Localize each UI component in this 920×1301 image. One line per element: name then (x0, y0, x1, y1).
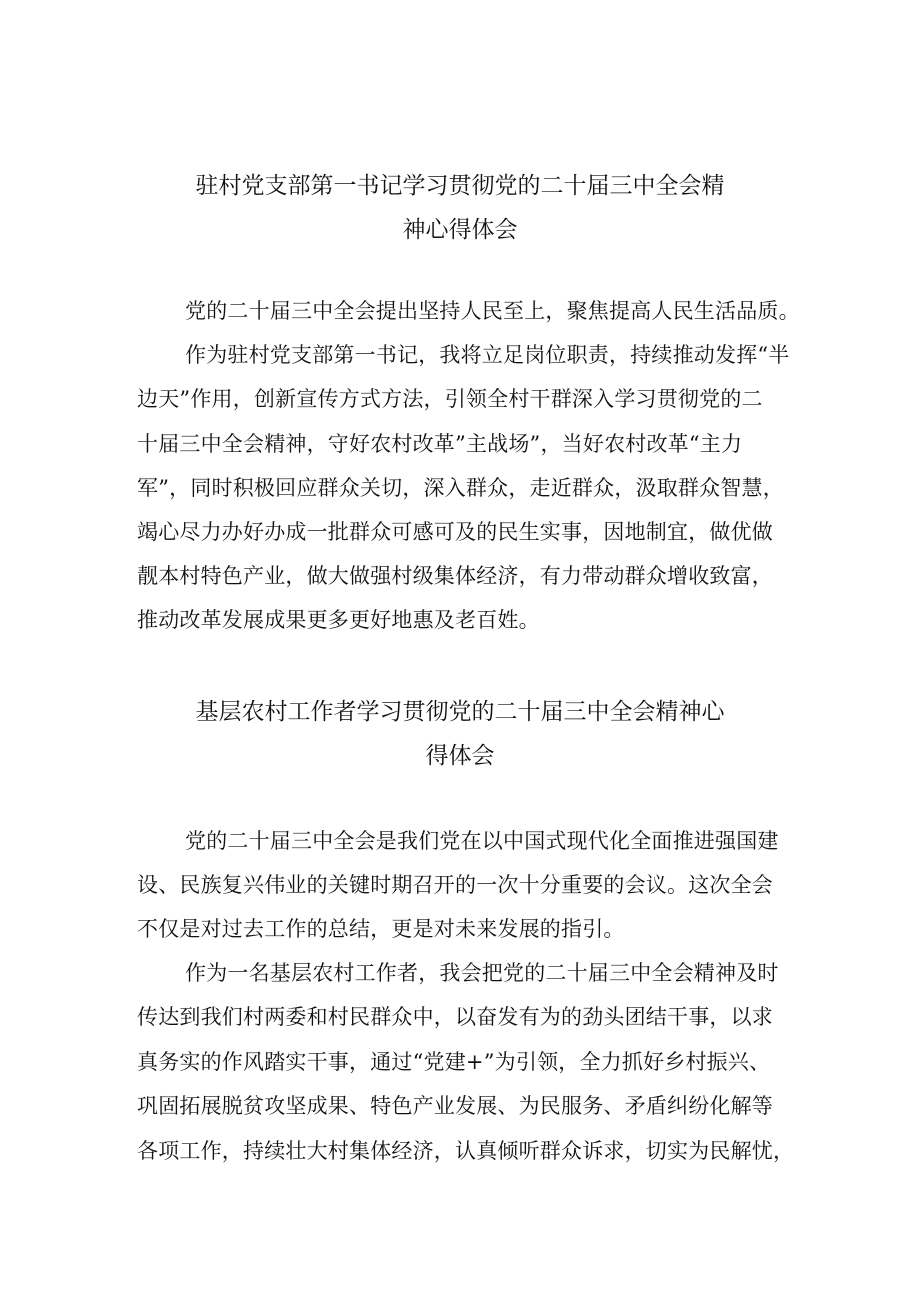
paragraph-line: 军”，同时积极回应群众关切，深入群众，走近群众，汲取群众智慧， (137, 476, 784, 500)
title-line: 驻村党支部第一书记学习贯彻党的二十届三中全会精 (195, 173, 725, 199)
article-title-2 (135, 690, 785, 778)
paragraph-line: 靓本村特色产业，做大做强村级集体经济，有力带动群众增收致富， (137, 564, 773, 588)
paragraph-line: 不仅是对过去工作的总结，更是对未来发展的指引。 (137, 917, 625, 941)
paragraph-line: 推动改革发展成果更多更好地惠及老百姓。 (137, 608, 540, 632)
paragraph-line: 作为驻村党支部第一书记，我将立足岗位职责，持续推动发挥“半 (185, 343, 790, 367)
paragraph-line: 竭心尽力办好办成一批群众可感可及的民生实事，因地制宜，做优做 (137, 520, 773, 544)
article-title-1 (135, 164, 785, 252)
paragraph-line: 传达到我们村两委和村民群众中，以奋发有为的劲头团结干事，以求 (137, 1005, 773, 1029)
paragraph-line: 党的二十届三中全会提出坚持人民至上，聚焦提高人民生活品质。 (185, 299, 800, 323)
paragraph-line: 党的二十届三中全会是我们党在以中国式现代化全面推进强国建 (185, 829, 779, 853)
paragraph-line: 作为一名基层农村工作者，我会把党的二十届三中全会精神及时 (185, 961, 779, 985)
title-line: 神心得体会 (402, 217, 518, 243)
paragraph-line: 各项工作，持续壮大村集体经济，认真倾听群众诉求，切实为民解忧， (137, 1139, 795, 1163)
title-line: 得体会 (425, 743, 495, 769)
title-line: 基层农村工作者学习贯彻党的二十届三中全会精神心 (195, 699, 725, 725)
paragraph-line: 巩固拓展脱贫攻坚成果、特色产业发展、为民服务、矛盾纠纷化解等 (137, 1094, 773, 1118)
paragraph-line: 十届三中全会精神，守好农村改革”主战场”，当好农村改革“主力 (137, 432, 743, 456)
paragraph-line: 真务实的作风踏实干事，通过“党建+”为引领，全力抓好乡村振兴、 (137, 1050, 771, 1074)
paragraph-line: 设、民族复兴伟业的关键时期召开的一次十分重要的会议。这次全会 (137, 873, 773, 897)
paragraph-line: 边天”作用，创新宣传方式方法，引领全村干群深入学习贯彻党的二 (137, 387, 763, 411)
